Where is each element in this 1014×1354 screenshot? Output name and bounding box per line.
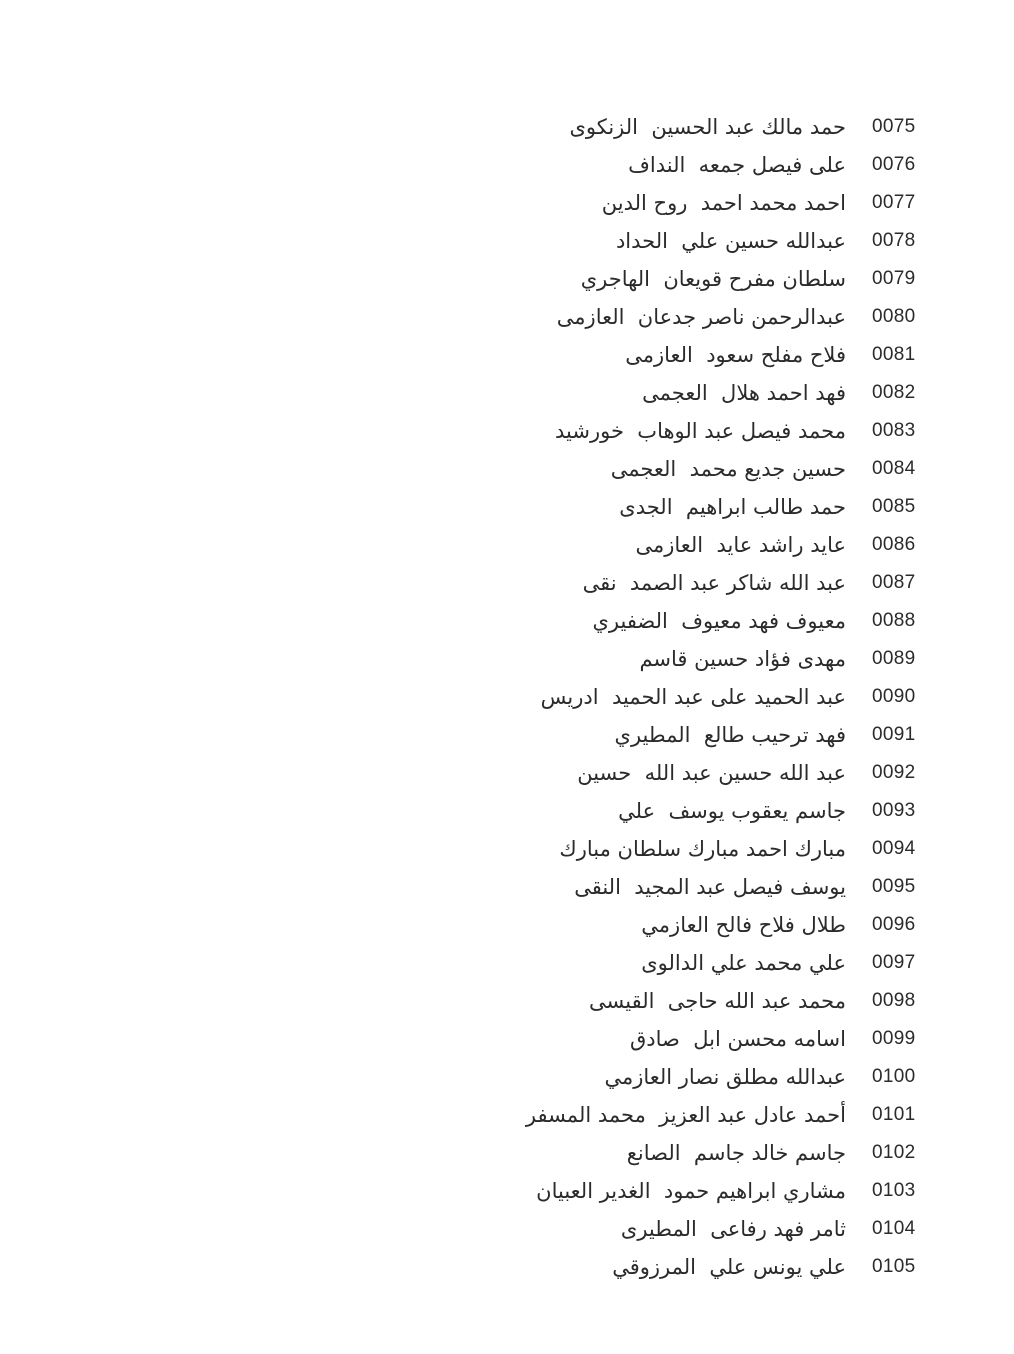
list-item: [0, 412, 1014, 450]
entry-name: عبد الله شاكر عبد الصمد نقى: [582, 571, 846, 595]
list-item: [0, 526, 1014, 564]
list-item: [0, 1134, 1014, 1172]
entry-number: 0085: [872, 496, 916, 517]
entry-name: اسامه محسن ابل صادق: [629, 1027, 846, 1051]
entry-name: محمد فيصل عبد الوهاب خورشيد: [555, 419, 846, 443]
list-item: [0, 792, 1014, 830]
entry-number: 0101: [872, 1104, 916, 1125]
entry-number: 0080: [872, 306, 916, 327]
entry-name: طلال فلاح فالح العازمي: [641, 913, 846, 937]
entry-number: 0100: [872, 1066, 916, 1087]
list-item: [0, 1172, 1014, 1210]
entry-name: احمد محمد احمد روح الدين: [601, 191, 846, 215]
list-item: [0, 716, 1014, 754]
list-item: [0, 982, 1014, 1020]
entry-name: مهدى فؤاد حسين قاسم: [639, 647, 846, 671]
entry-number: 0086: [872, 534, 916, 555]
entry-name: فلاح مفلح سعود العازمى: [625, 343, 846, 367]
entry-name: مبارك احمد مبارك سلطان مبارك: [559, 837, 846, 861]
entry-name: جاسم يعقوب يوسف علي: [618, 799, 846, 823]
entry-name: عبدالله مطلق نصار العازمي: [604, 1065, 846, 1089]
list-item: [0, 260, 1014, 298]
entry-number: 0095: [872, 876, 916, 897]
entry-number: 0089: [872, 648, 916, 669]
entry-number: 0105: [872, 1256, 916, 1277]
entry-number: 0078: [872, 230, 916, 251]
list-item: [0, 222, 1014, 260]
entry-name: سلطان مفرح قويعان الهاجري: [580, 267, 846, 291]
entry-number: 0088: [872, 610, 916, 631]
entry-number: 0077: [872, 192, 916, 213]
list-item: [0, 1096, 1014, 1134]
list-item: [0, 374, 1014, 412]
list-item: [0, 146, 1014, 184]
entry-number: 0094: [872, 838, 916, 859]
entry-name: عبدالله حسين علي الحداد: [615, 229, 846, 253]
entry-number: 0083: [872, 420, 916, 441]
list-item: [0, 1058, 1014, 1096]
entry-name: عبد الله حسين عبد الله حسين: [577, 761, 846, 785]
entry-number: 0099: [872, 1028, 916, 1049]
entry-name: محمد عبد الله حاجى القيسى: [589, 989, 846, 1013]
list-item: [0, 108, 1014, 146]
entry-number: 0076: [872, 154, 916, 175]
entry-number: 0081: [872, 344, 916, 365]
entry-number: 0075: [872, 116, 916, 137]
entry-name: علي يونس علي المرزوقي: [612, 1255, 846, 1279]
names-list: [0, 108, 1014, 1286]
list-item: [0, 602, 1014, 640]
entry-name: عبدالرحمن ناصر جدعان العازمى: [556, 305, 846, 329]
list-item: [0, 1020, 1014, 1058]
entry-name: مشاري ابراهيم حمود الغدير العبيان: [536, 1179, 846, 1203]
entry-name: حمد مالك عبد الحسين الزنكوى: [569, 115, 846, 139]
entry-name: على فيصل جمعه النداف: [628, 153, 846, 177]
list-item: [0, 754, 1014, 792]
entry-name: عبد الحميد على عبد الحميد ادريس: [540, 685, 846, 709]
entry-number: 0102: [872, 1142, 916, 1163]
entry-number: 0096: [872, 914, 916, 935]
entry-number: 0082: [872, 382, 916, 403]
entry-name: علي محمد علي الدالوى: [641, 951, 846, 975]
entry-name: يوسف فيصل عبد المجيد النقى: [574, 875, 846, 899]
entry-number: 0093: [872, 800, 916, 821]
list-item: [0, 640, 1014, 678]
entry-name: أحمد عادل عبد العزيز محمد المسفر: [525, 1103, 846, 1127]
list-item: [0, 868, 1014, 906]
entry-number: 0097: [872, 952, 916, 973]
entry-number: 0079: [872, 268, 916, 289]
entry-number: 0084: [872, 458, 916, 479]
entry-name: حسين جديع محمد العجمى: [610, 457, 846, 481]
list-item: [0, 564, 1014, 602]
list-item: [0, 944, 1014, 982]
entry-name: معيوف فهد معيوف الضفيري: [592, 609, 846, 633]
entry-number: 0098: [872, 990, 916, 1011]
list-item: [0, 450, 1014, 488]
list-item: [0, 488, 1014, 526]
list-item: [0, 906, 1014, 944]
entry-name: ثامر فهد رفاعى المطيرى: [620, 1217, 846, 1241]
list-item: [0, 1248, 1014, 1286]
list-item: [0, 830, 1014, 868]
entry-number: 0092: [872, 762, 916, 783]
entry-number: 0090: [872, 686, 916, 707]
entry-number: 0091: [872, 724, 916, 745]
entry-name: فهد ترحيب طالع المطيري: [614, 723, 846, 747]
list-item: [0, 1210, 1014, 1248]
entry-number: 0104: [872, 1218, 916, 1239]
entry-name: جاسم خالد جاسم الصانع: [626, 1141, 846, 1165]
list-item: [0, 678, 1014, 716]
list-item: [0, 336, 1014, 374]
entry-name: عايد راشد عايد العازمى: [635, 533, 846, 557]
entry-name: حمد طالب ابراهيم الجدى: [619, 495, 846, 519]
entry-name: فهد احمد هلال العجمى: [642, 381, 846, 405]
entry-number: 0103: [872, 1180, 916, 1201]
entry-number: 0087: [872, 572, 916, 593]
list-item: [0, 298, 1014, 336]
list-item: [0, 184, 1014, 222]
